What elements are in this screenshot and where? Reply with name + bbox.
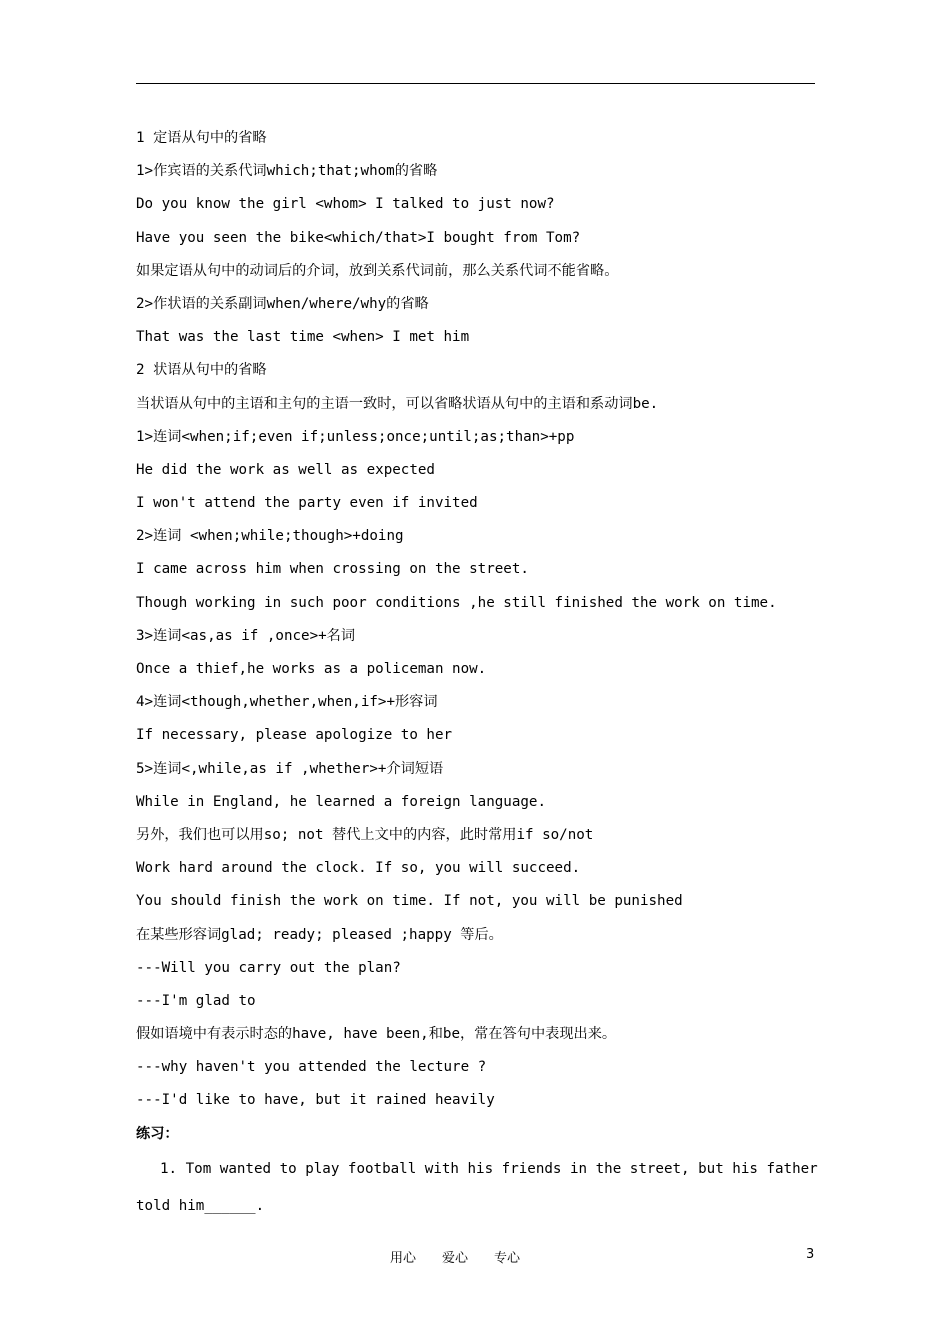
text-line: Do you know the girl <whom> I talked to just now?: [136, 196, 555, 213]
footer-motto: 用心 爱心 专心: [390, 1251, 521, 1266]
text-line: 4>连词<though,whether,when,if>+形容词: [136, 694, 438, 711]
text-line: 1>作宾语的关系代词which;that;whom的省略: [136, 163, 438, 180]
text-line: 5>连词<,while,as if ,whether>+介词短语: [136, 760, 444, 777]
text-line: You should finish the work on time. If not, you will be punished: [136, 893, 683, 910]
text-line: I won't attend the party even if invited: [136, 495, 478, 512]
text-line: ---I'd like to have, but it rained heavily: [136, 1092, 495, 1109]
text-line: While in England, he learned a foreign language.: [136, 793, 546, 810]
text-line: 1>连词<when;if;even if;unless;once;until;as;than>+pp: [136, 428, 575, 445]
text-line: I came across him when crossing on the street.: [136, 561, 529, 578]
text-line: 假如语境中有表示时态的have, have been,和be，常在答句中表现出来。: [136, 1026, 617, 1043]
text-line: 在某些形容词glad; ready; pleased ;happy 等后。: [136, 926, 503, 943]
text-line: Though working in such poor conditions ,he still finished the work on time.: [136, 594, 777, 611]
text-line: ---Will you carry out the plan?: [136, 959, 401, 976]
page-number: 3: [806, 1247, 815, 1262]
page-content: [136, 122, 826, 1225]
text-line: ---why haven't you attended the lecture ?: [136, 1059, 487, 1076]
question-1-line-1: 1. Tom wanted to play football with his friends in the street, but his father: [160, 1160, 818, 1177]
text-line: He did the work as well as expected: [136, 461, 435, 478]
page-footer: [0, 1247, 950, 1269]
text-line: Have you seen the bike<which/that>I bought from Tom?: [136, 229, 581, 246]
text-line: 另外，我们也可以用so; not 替代上文中的内容，此时常用if so/not: [136, 826, 594, 843]
text-line: If necessary, please apologize to her: [136, 727, 453, 744]
text-line: 2 状语从句中的省略: [136, 362, 267, 379]
question-1-line-2: told him______.: [136, 1197, 265, 1214]
text-line: Work hard around the clock. If so, you will succeed.: [136, 860, 581, 877]
text-line: ---I'm glad to: [136, 992, 256, 1009]
header-rule: [136, 83, 815, 84]
text-line: 1 定语从句中的省略: [136, 130, 267, 146]
text-line: 如果定语从句中的动词后的介词，放到关系代词前，那么关系代词不能省略。: [136, 262, 619, 279]
text-line: Once a thief,he works as a policeman now.: [136, 661, 487, 677]
text-line: 2>连词 <when;while;though>+doing: [136, 528, 404, 545]
text-line: That was the last time <when> I met him: [136, 329, 470, 346]
text-line: 当状语从句中的主语和主句的主语一致时，可以省略状语从句中的主语和系动词be.: [136, 395, 659, 412]
text-line: 3>连词<as,as if ,once>+名词: [136, 627, 356, 644]
exercise-heading: 练习：: [136, 1125, 179, 1142]
text-line: 2>作状语的关系副词when/where/why的省略: [136, 295, 429, 312]
